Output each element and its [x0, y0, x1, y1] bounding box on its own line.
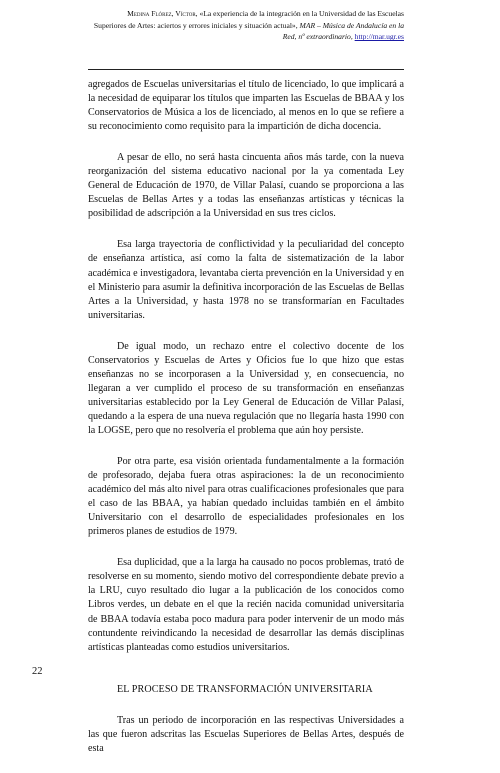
paragraph-continued: agregados de Escuelas universitarias el título de licenciado, lo que implicará a la necesidad de equiparar los títulos que imparten las Escuelas de BBAA y los Conservatorios de Música a los de licenciado, al menos en lo que se refiere a su reconocimiento como requisito para la impartición de dicha docencia. [88, 79, 404, 133]
section-heading: EL PROCESO DE TRANSFORMACIÓN UNIVERSITARIA [117, 683, 373, 695]
header-author: Medina Flórez, Víctor, [127, 9, 198, 18]
header-title-part1: «La experiencia de la integración en la Universidad de las Escuelas [197, 9, 404, 18]
header-title-part2: Superiores de Artes: aciertos y errores iniciales y situación actual», [93, 20, 298, 30]
paragraph: Esa duplicidad, que a la larga ha causado no pocos problemas, trató de resolverse en su momento, siendo motivo del correspondiente debate previo a la LRU, cuyo resultado dio lugar a la publicación de los conocidos como Libros verdes, un debate en el que la recién nacida comunidad universitaria de BBAA todavía estaba poco madura para poder intervenir de un modo más contundente reivindicando la necesidad de desarrollar las demás disciplinas artísticas planteadas como estudios universitarios. [88, 557, 404, 653]
running-header [64, 8, 404, 43]
body-text [88, 78, 404, 773]
header-issue: Red, nº extraordinario, [282, 32, 355, 42]
paragraph: A pesar de ello, no será hasta cincuenta años más tarde, con la nueva reorganización del sistema educativo nacional por la ya comentada Ley General de Educación de 1970, de Villar Palasí, cuando se proporciona a las Escuelas de Bellas Artes y a todas las enseñanzas artísticas y técnicas la posibilidad de adscripción a la Universidad en sus tres ciclos. [88, 152, 404, 220]
paragraph: Esa larga trayectoria de conflictividad y la peculiaridad del concepto de enseñanza artística, así como la falta de sistematización de la labor académica e investigadora, levantaba cierta prevención en la Universidad y en el Ministerio para asumir la definitiva incorporación de las Escuelas de Bellas Artes a la Universidad, y hasta 1978 no se transformarían en Facultades universitarias. [88, 239, 404, 321]
header-journal: MAR – Música de Andalucía en la [297, 20, 404, 30]
page-number: 22 [32, 666, 43, 677]
header-divider [88, 69, 404, 70]
paragraph: Por otra parte, esa visión orientada fundamentalmente a la formación de profesorado, dejaba fuera otras aspiraciones: la de un reconocimiento académico del más alto nivel para otras cualificaciones profesionales que para el caso de las BBAA, ya habían quedado incluidas también en el ámbito Universitario con el desarrollo de especialidades profesionales en los primeros planes de estudios de 1979. [88, 456, 404, 538]
paragraph: Tras un periodo de incorporación en las respectivas Universidades a las que fueron adscritas las Escuelas Superiores de Bellas Artes, después de esta [88, 714, 404, 754]
header-url-link[interactable]: http://mar.ugr.es [354, 32, 404, 42]
paragraph: De igual modo, un rechazo entre el colectivo docente de los Conservatorios y Escuelas de Artes y Oficios fue lo que hizo que estas enseñanzas no se incorporasen a la Universidad y, en consecuencia, no llegaran a ver cumplido el proceso de su transformación en enseñanzas universitarias establecido por la Ley General de Educación de Villar Palasí, quedando a la espera de una nueva regulación que no llegaría hasta 1990 con la LOGSE, pero que no resolvería el problema que aún hoy persiste. [88, 340, 404, 436]
